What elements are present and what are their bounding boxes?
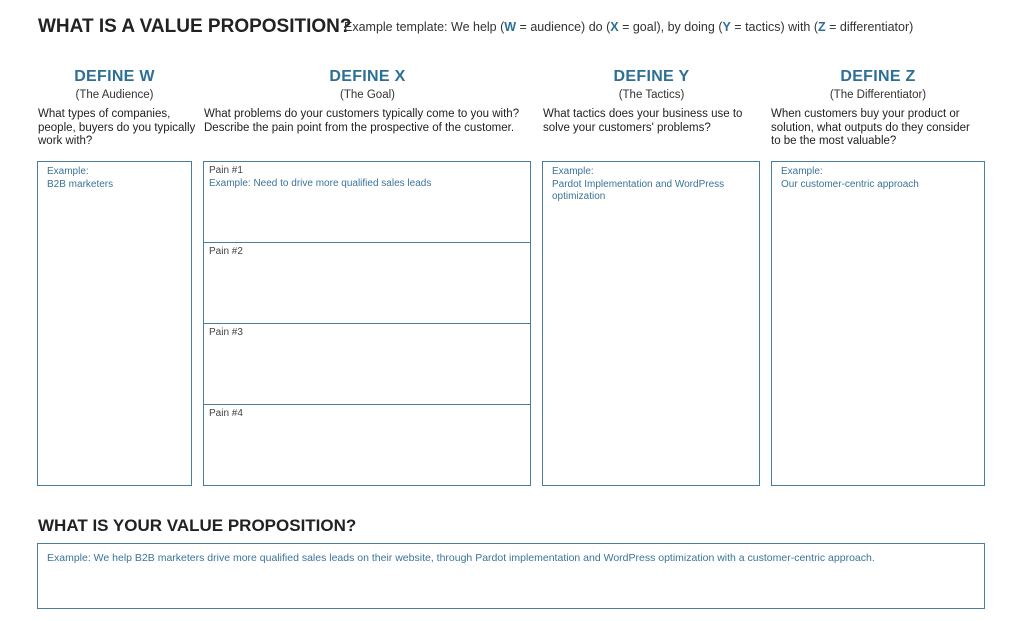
- pain-4-label: Pain #4: [209, 408, 243, 419]
- define-w-subheading: (The Audience): [75, 89, 154, 101]
- tactics-input-box[interactable]: [542, 161, 760, 486]
- w-letter: W: [504, 20, 517, 34]
- define-y-heading: DEFINE Y: [613, 68, 690, 85]
- audience-example-value: B2B marketers: [47, 178, 114, 190]
- z-letter: Z: [818, 20, 826, 34]
- audience-example-label: Example:: [47, 166, 89, 177]
- define-y-question: What tactics does your business use to solve your customers' problems?: [543, 108, 743, 134]
- pain-1-input-box[interactable]: [203, 161, 531, 244]
- pain-2-input-box[interactable]: [203, 242, 531, 325]
- pain-1-label: Pain #1: [209, 165, 243, 176]
- define-z-heading: DEFINE Z: [840, 68, 916, 85]
- value-proposition-example: Example: We help B2B marketers drive more qualified sales leads on their website, through Pardot implementation and WordPress optimization with a customer-centric approach.: [47, 552, 875, 564]
- define-y-subheading: (The Tactics): [618, 89, 685, 101]
- define-w-heading: DEFINE W: [74, 68, 155, 85]
- define-w-question: What types of companies, people, buyers do you typically work with?: [38, 108, 196, 147]
- differentiator-example-value: Our customer-centric approach: [781, 178, 919, 190]
- pain-2-label: Pain #2: [209, 246, 243, 257]
- page-title: WHAT IS A VALUE PROPOSITION?: [38, 16, 352, 37]
- tactics-example-value: Pardot Implementation and WordPress optimization: [552, 178, 725, 202]
- pain-3-input-box[interactable]: [203, 323, 531, 406]
- define-z-question: When customers buy your product or solution, what outputs do they consider to be the most valuable?: [771, 108, 970, 147]
- define-x-subheading: (The Goal): [340, 89, 395, 101]
- value-proposition-input-box[interactable]: [37, 543, 985, 609]
- pain-4-input-box[interactable]: [203, 404, 531, 486]
- x-letter: X: [610, 20, 619, 34]
- define-x-heading: DEFINE X: [329, 68, 406, 85]
- template-description: Example template: We help (W = audience) do (X = goal), by doing (Y = tactics) with (Z = differentiator): [344, 20, 914, 34]
- value-proposition-title: WHAT IS YOUR VALUE PROPOSITION?: [38, 516, 357, 535]
- tactics-example-label: Example:: [552, 166, 594, 177]
- y-letter: Y: [722, 20, 731, 34]
- audience-input-box[interactable]: [37, 161, 192, 486]
- differentiator-example-label: Example:: [781, 166, 823, 177]
- pain-3-label: Pain #3: [209, 327, 243, 338]
- define-x-question: What problems do your customers typically come to you with? Describe the pain point from the prospective of the customer.: [204, 108, 520, 134]
- differentiator-input-box[interactable]: [771, 161, 985, 486]
- pain-1-example: Example: Need to drive more qualified sales leads: [209, 177, 432, 189]
- define-z-subheading: (The Differentiator): [829, 89, 927, 101]
